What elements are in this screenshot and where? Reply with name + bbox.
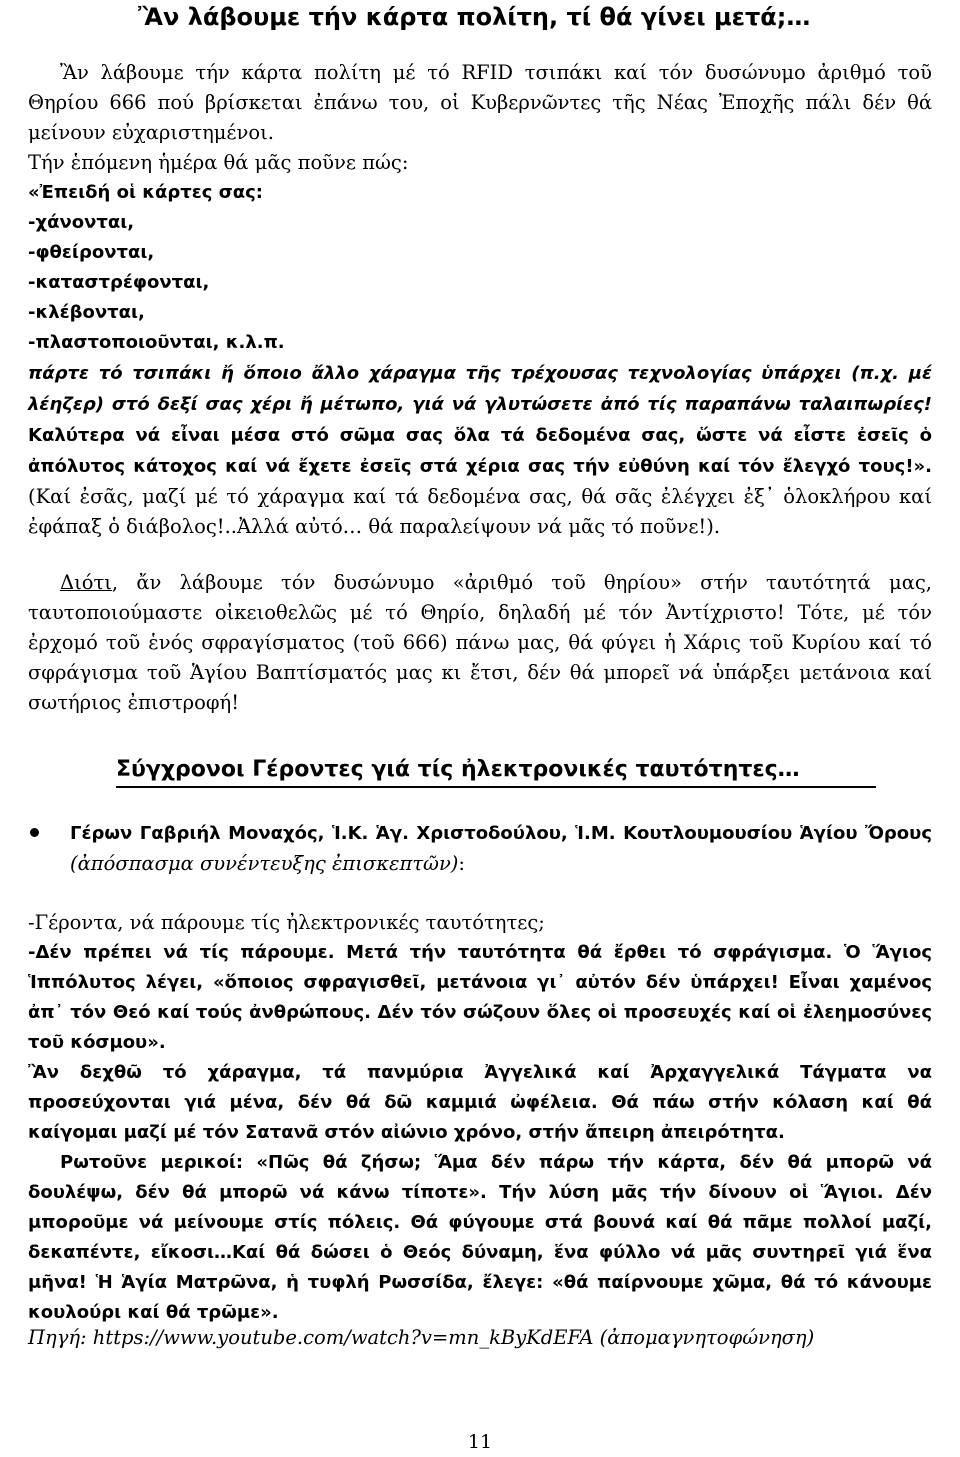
interview-note: (ἀπόσπασμα συνέντευξης ἐπισκεπτῶν) [70,852,459,875]
list-item: -καταστρέφονται, [28,272,210,293]
quote-bold-italic: πάρτε τό τσιπάκι ἤ ὅποιο ἄλλο χάραγμα τῆς τρέχουσας τεχνολογίας ὑπάρχει (π.χ. μέ λέηζερ) στό δεξί σας χέρι ἤ μέτωπο, γιά νά γλυτώσετε ἀπό τίς παραπάνω ταλαιπωρίες! [28,363,932,415]
list-item: -κλέβονται, [28,302,145,323]
reason-text: , ἄν λάβουμε τόν δυσώνυμο «ἀριθμό τοῦ θηρίου» στήν ταυτότητά μας, ταυτοποιούμαστε οἰκειοθελῶς μέ τό Θηρίο, δηλαδή μέ τόν Ἀντίχριστο! Τότε, μέ τόν ἐρχομό τοῦ ἑνός σφραγίσματος (τοῦ 666) πάνω μας, θά φύγει ἡ Χάρις τοῦ Κυρίου καί τό σφράγισμα τοῦ Ἁγίου Βαπτίσματός μας κι ἔτσι, δέν θά μπορεῖ νά ὑπάρξει μετάνοια καί σωτήριος ἐπιστροφή! [28,571,932,714]
quote-bold: Καλύτερα νά εἶναι μέσα στό σῶμα σας ὅλα τά δεδομένα σας, ὥστε νά εἶστε ἐσεῖς ὁ ἀπόλυτος κάτοχος καί νά ἔχετε ἐσεῖς στά χέρια σας τήν εὐθύνη καί τόν ἔλεγχό τους!». [28,425,932,477]
section-subtitle: Σύγχρονοι Γέροντες γιά τίς ἠλεκτρονικές ταυτότητες… [116,757,800,782]
quote-body [28,358,932,542]
list-item: -χάνονται, [28,212,135,233]
quote-intro: «Ἐπειδή οἱ κάρτες σας: [28,182,263,203]
answer-paragraph-3: Ρωτοῦνε μερικοί: «Πῶς θά ζήσω; Ἅμα δέν πάρω τήν κάρτα, δέν θά μπορῶ νά δουλέψω, δέν θά μπορῶ νά κάνω τίποτε». Τήν λύση μᾶς τήν δίνουν οἱ Ἅγιοι. Δέν μποροῦμε νά μείνουμε στίς πόλεις. Θά φύγουμε στά βουνά καί θά πᾶμε πολλοί μαζί, δεκαπέντε, εἴκοσι…Καί θά δώσει ὁ Θεός δύναμη, ἕνα φύλλο νά μᾶς συντηρεῖ γιά ἕνα μῆνα! Ἡ Ἁγία Ματρῶνα, ἡ τυφλή Ρωσσίδα, ἔλεγε: «θά παίρνουμε χῶμα, θά τό κάνουμε κουλούρι καί θά τρῶμε». [28,1152,932,1323]
elder-name: Γέρων Γαβριήλ Μοναχός, Ἱ.Κ. Ἁγ. Χριστοδούλου, Ἱ.Μ. Κουτλουμουσίου Ἁγίου Ὄρους [70,823,932,844]
bullet-colon: : [458,852,465,875]
list-item: -πλαστοποιοῦνται, κ.λ.π. [28,332,285,353]
answer-paragraph-1: -Δέν πρέπει νά τίς πάρουμε. Μετά τήν ταυτότητα θά ἔρθει τό σφράγισμα. Ὁ Ἅγιος Ἱππόλυτος λέγει, «ὅποιος σφραγισθεῖ, μετάνοια γι᾽ αὐτόν δέν ὑπάρχει! Εἶναι χαμένος ἀπ᾽ τόν Θεό καί τούς ἀνθρώπους. Δέν τόν σώζουν ὅλες οἱ προσευχές καί οἱ ἐλεημοσύνες τοῦ κόσμου». [28,942,932,1053]
page-number: 11 [467,1431,493,1453]
quote-aside: (Καί ἐσᾶς, μαζί μέ τό χάραγμα καί τά δεδομένα σας, θά σᾶς ἐλέγχει ἐξ᾽ ὁλοκλήρου καί ἐφάπαξ ὁ διάβολος!..Ἀλλά αὐτό… θά παραλείψουν νά μᾶς τό ποῦνε!). [28,485,932,538]
bullet-item [70,818,932,879]
reason-paragraph [28,568,932,718]
next-day-line: Τήν ἑπόμενη ἡμέρα θά μᾶς ποῦνε πώς: [28,151,409,174]
list-item: -φθείρονται, [28,242,155,263]
intro-paragraph: Ἂν λάβουμε τήν κάρτα πολίτη μέ τό RFID τσιπάκι καί τόν δυσώνυμο ἀριθμό τοῦ Θηρίου 666 πού βρίσκεται ἐπάνω του, οἱ Κυβερνῶντες τῆς Νέας Ἐποχῆς πάλι δέν θά μείνουν εὐχαριστημένοι. [28,61,932,144]
subtitle-underline [116,786,876,788]
bullet-icon [30,828,39,837]
question-line: -Γέροντα, νά πάρουμε τίς ἠλεκτρονικές ταυτότητες; [28,911,545,934]
answer-paragraph-2: Ἂν δεχθῶ τό χάραγμα, τά πανμύρια Ἀγγελικά καί Ἀρχαγγελικά Τάγματα να προσεύχονται γιά μένα, δέν θά δῶ καμμιά ὠφέλεια. Θά πάω στήν κόλαση καί θά καίγομαι μαζί μέ τόν Σατανᾶ στόν αἰώνιο χρόνο, στήν ἄπειρη ἀπειρότητα. [28,1062,932,1143]
page-heading: Ἂν λάβουμε τήν κάρτα πολίτη, τί θά γίνει μετά;… [138,3,811,31]
reason-first-word: Διότι [60,571,112,594]
source-line: Πηγή: https://www.youtube.com/watch?v=mn_kByKdEFA (ἀπομαγνητοφώνηση) [28,1326,815,1349]
